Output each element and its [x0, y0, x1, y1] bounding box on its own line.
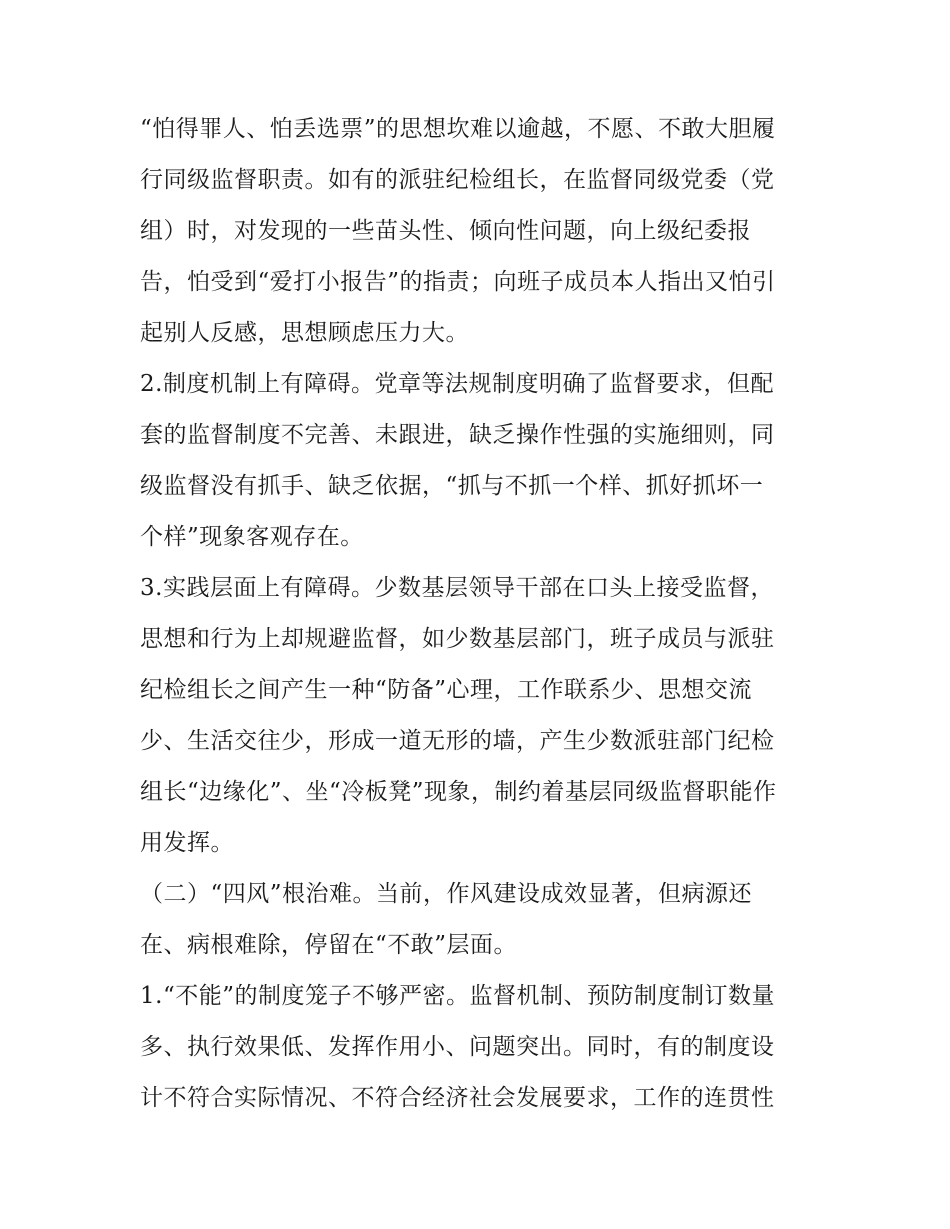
text-line: 1.“不能”的制度笼子不够严密。监督机制、预防制度制订数量: [140, 983, 775, 1009]
text-line: 计不符合实际情况、不符合经济社会发展要求，工作的连贯性: [140, 1085, 775, 1111]
text-line: 级监督没有抓手、缺乏依据，“抓与不抓一个样、抓好抓坏一: [140, 473, 764, 499]
text-line: 多、执行效果低、发挥作用小、问题突出。同时，有的制度设: [140, 1034, 775, 1060]
text-line: （二）“四风”根治难。当前，作风建设成效显著，但病源还: [140, 881, 753, 907]
text-line: 3.实践层面上有障碍。少数基层领导干部在口头上接受监督，: [140, 575, 774, 601]
document-body: [140, 104, 820, 1124]
text-line: 告，怕受到“爱打小报告”的指责；向班子成员本人指出又怕引: [140, 269, 776, 295]
text-line: 用发挥。: [140, 830, 234, 856]
text-line: 行同级监督职责。如有的派驻纪检组长，在监督同级党委（党: [140, 167, 775, 193]
text-line: 组长“边缘化”、坐“冷板凳”现象，制约着基层同级监督职能作: [140, 779, 777, 805]
text-line: 2.制度机制上有障碍。党章等法规制度明确了监督要求，但配: [140, 371, 774, 397]
text-line: 在、病根难除，停留在“不敢”层面。: [140, 932, 518, 958]
text-line: 思想和行为上却规避监督，如少数基层部门，班子成员与派驻: [140, 626, 775, 652]
text-line: 纪检组长之间产生一种“防备”心理，工作联系少、思想交流: [140, 677, 753, 703]
text-line: “怕得罪人、怕丢选票”的思想坎难以逾越，不愿、不敢大胆履: [140, 116, 776, 142]
text-line: 起别人反感，思想顾虑压力大。: [140, 320, 469, 346]
text-line: 组）时，对发现的一些苗头性、倾向性问题，向上级纪委报: [140, 218, 751, 244]
text-line: 个样”现象客观存在。: [140, 524, 364, 550]
text-line: 少、生活交往少，形成一道无形的墙，产生少数派驻部门纪检: [140, 728, 775, 754]
text-line: 套的监督制度不完善、未跟进，缺乏操作性强的实施细则，同: [140, 422, 775, 448]
